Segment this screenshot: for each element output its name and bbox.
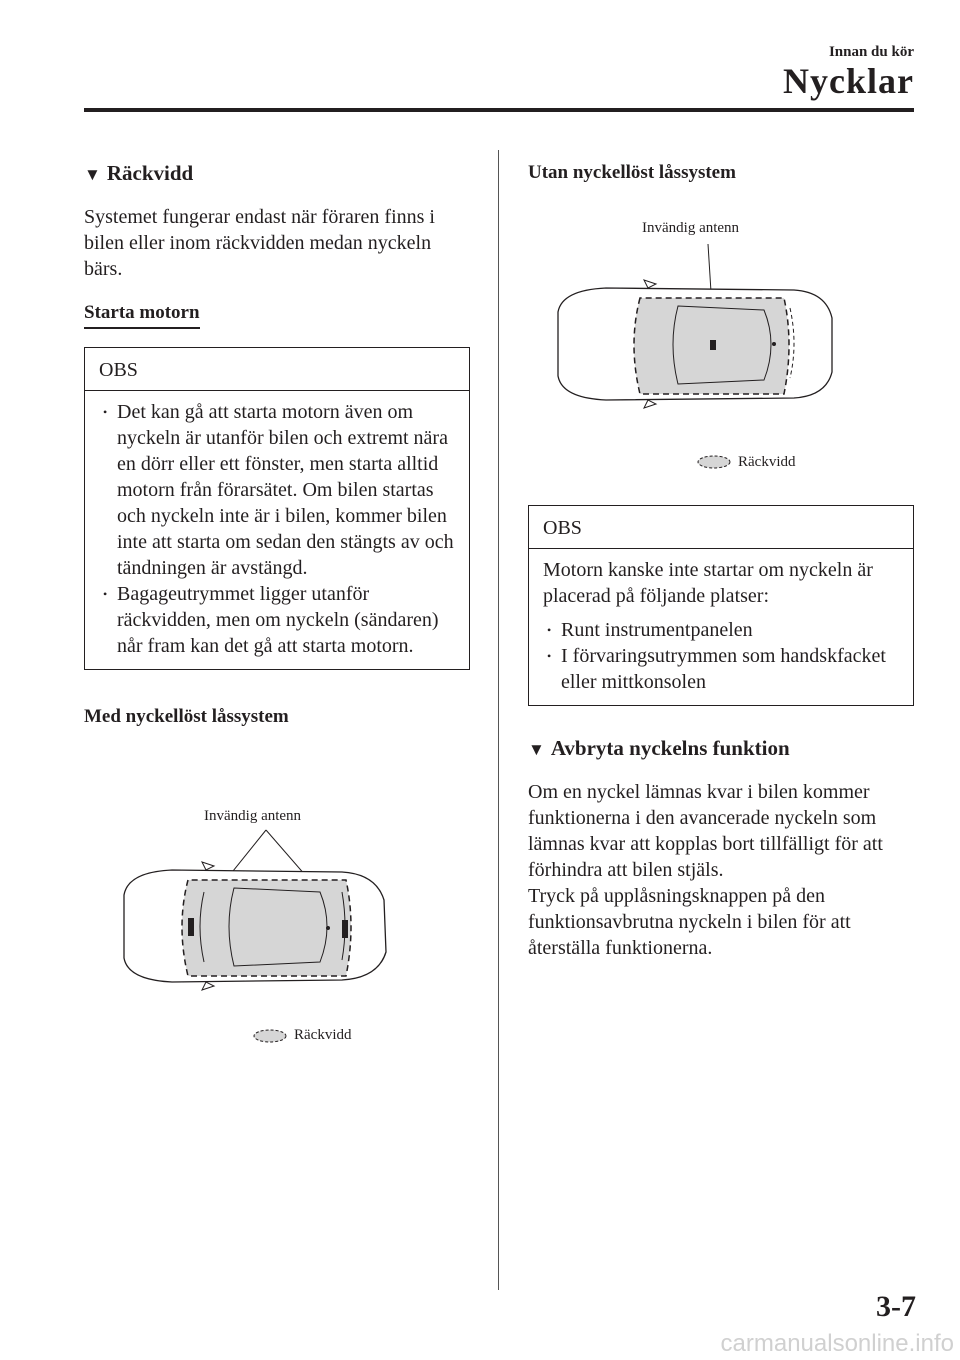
obs-item: • Det kan gå att starta motorn även om nyckeln är utanför bilen och extremt nära en dörr eller ett fönster, men starta alltid motorn från förarsätet. Om bilen startas och nyckeln inte är i bilen, kommer bilen inte att starta om sedan den stängts av och tändningen är avstängd. xyxy=(99,399,455,581)
chapter-title: Nycklar xyxy=(783,61,914,101)
heading-range: ▼ Räckvidd xyxy=(84,161,194,185)
triangle-icon: ▼ xyxy=(528,740,545,759)
range-label: Räckvidd xyxy=(738,454,796,470)
section-title: Innan du kör xyxy=(828,44,914,60)
antenna-label: Invändig antenn xyxy=(642,220,740,236)
page-number: 3-7 xyxy=(876,1290,916,1323)
car-diagram xyxy=(84,800,484,1060)
obs-list xyxy=(543,617,899,695)
start-engine-heading: Starta motorn xyxy=(84,300,472,329)
obs-intro: Motorn kanske inte startar om nyckeln är placerad på följande platser: xyxy=(543,559,873,607)
left-column xyxy=(84,158,472,730)
figure-with-keyless xyxy=(84,800,484,1060)
column-divider xyxy=(498,150,499,1290)
header-rule xyxy=(84,108,914,112)
range-paragraph: Systemet fungerar endast när föraren finns i bilen eller inom räckvidden medan nyckeln bärs. xyxy=(84,206,435,280)
figure-without-keyless xyxy=(528,212,916,482)
range-label: Räckvidd xyxy=(294,1027,352,1043)
antenna-label: Invändig antenn xyxy=(204,808,302,824)
cancel-section xyxy=(528,733,916,961)
car-diagram xyxy=(528,212,916,482)
obs-list xyxy=(99,399,455,659)
obs-item: • Runt instrumentpanelen xyxy=(543,617,899,643)
triangle-icon: ▼ xyxy=(84,165,101,184)
obs-item: • Bagageutrymmet ligger utanför räckvidden, men om nyckeln (sändaren) når fram kan det gå att starta motorn. xyxy=(99,581,455,659)
heading-cancel: ▼ Avbryta nyckelns funktion xyxy=(528,736,790,760)
watermark: carmanualsonline.info xyxy=(720,1330,954,1357)
obs-title: OBS xyxy=(85,348,469,391)
cancel-paragraph: Om en nyckel lämnas kvar i bilen kommer funktionerna i den avancerade nyckeln som lämnas kvar att kopplas bort tillfälligt för att förhindra att bilen stjäls. xyxy=(528,781,883,881)
obs-title: OBS xyxy=(529,506,913,549)
right-column xyxy=(528,158,916,188)
without-keyless-heading: Utan nyckellöst låssystem xyxy=(528,162,736,183)
with-keyless-heading: Med nyckellöst låssystem xyxy=(84,706,289,727)
cancel-paragraph-2: Tryck på upplåsningsknappen på den funktionsavbrutna nyckeln i bilen för att återställa funktionerna. xyxy=(528,885,851,959)
obs-box-locations xyxy=(528,505,914,706)
obs-item: • I förvaringsutrymmen som handskfacket eller mittkonsolen xyxy=(543,643,899,695)
obs-box-start xyxy=(84,347,470,670)
